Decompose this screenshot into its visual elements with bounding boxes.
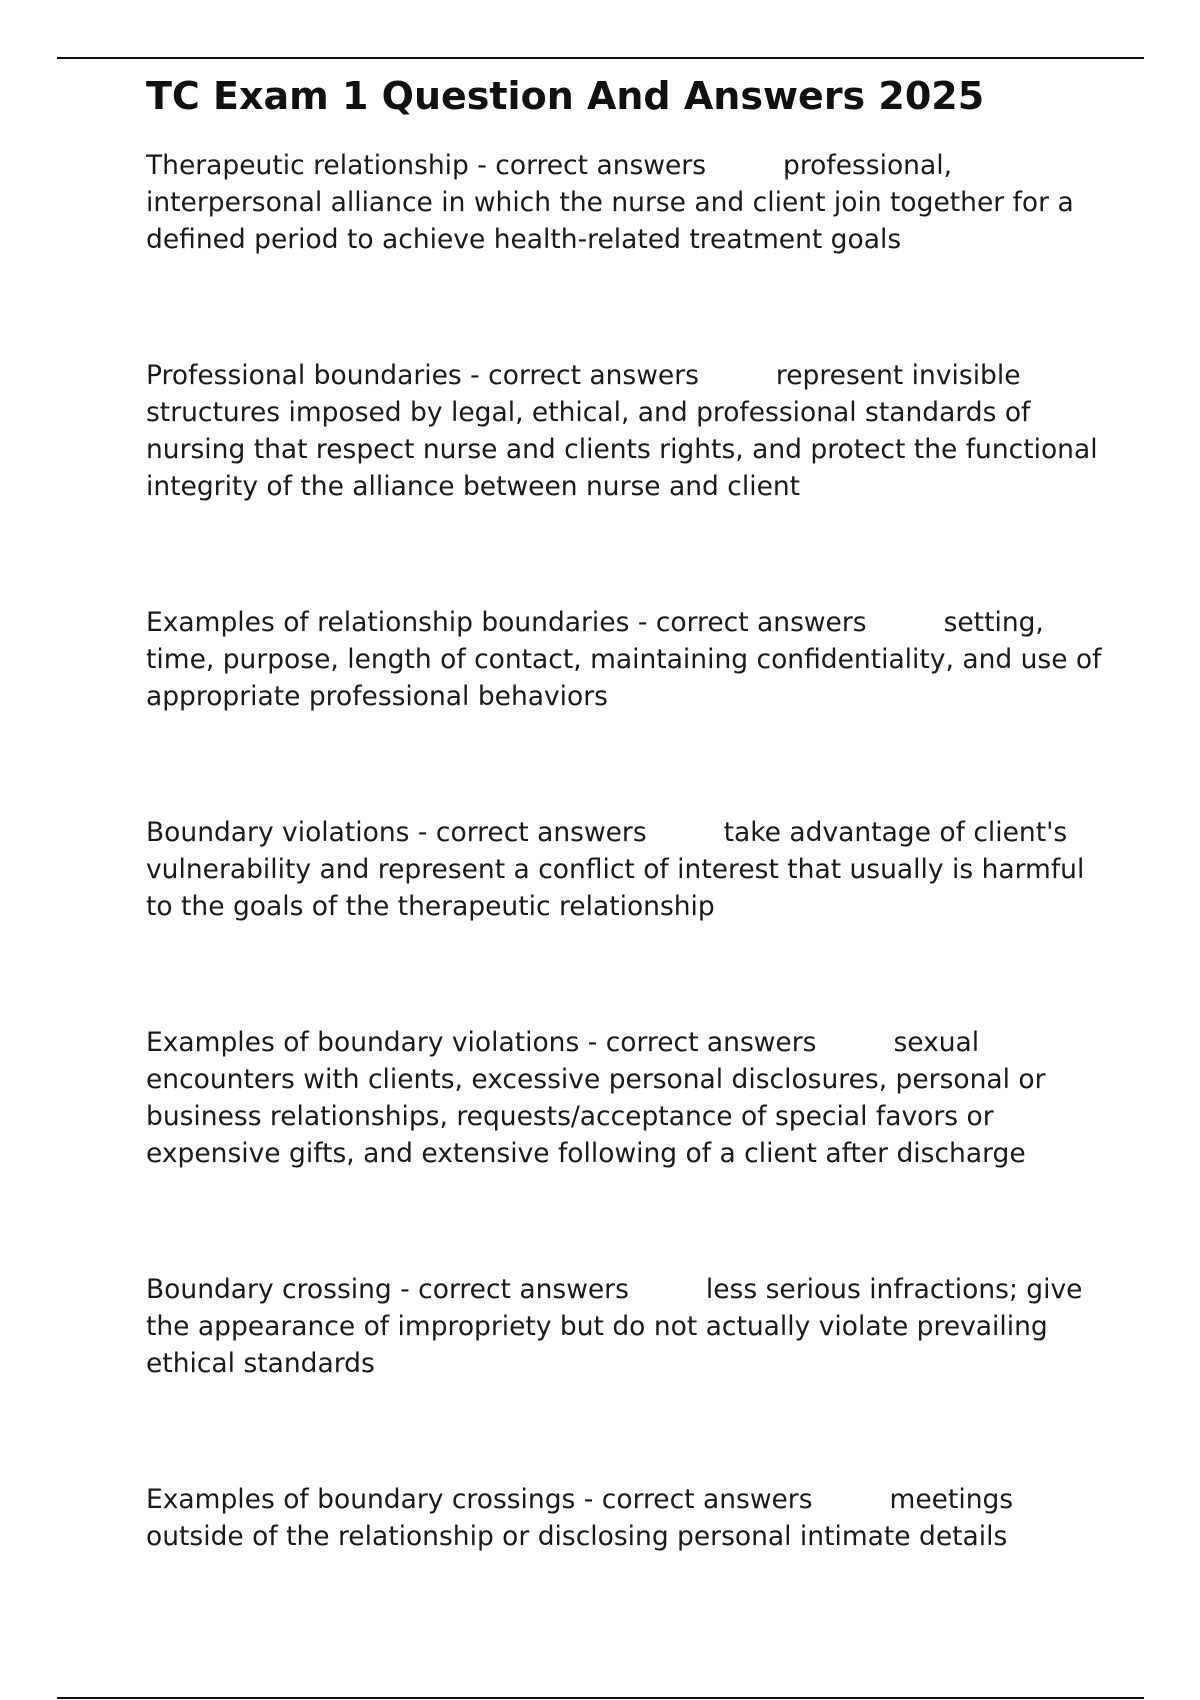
qa-answer-marker: correct answers — [605, 1027, 817, 1058]
bottom-rule — [57, 1697, 1144, 1699]
qa-term: Examples of boundary violations — [146, 1027, 580, 1058]
document-title: TC Exam 1 Question And Answers 2025 — [146, 74, 985, 118]
qa-entry — [146, 1271, 1106, 1382]
qa-answer-marker: correct answers — [655, 607, 867, 638]
qa-separator: - — [575, 1484, 602, 1515]
qa-separator: - — [409, 817, 436, 848]
qa-answer-marker: correct answers — [418, 1274, 629, 1305]
qa-entry — [146, 357, 1106, 505]
qa-entry — [146, 604, 1110, 715]
qa-separator: - — [391, 1274, 419, 1305]
qa-answer-marker: correct answers — [495, 150, 707, 181]
qa-separator: - — [461, 360, 489, 391]
qa-entry — [146, 1481, 1106, 1555]
qa-term: Examples of boundary crossings — [146, 1484, 576, 1515]
qa-definition: professional, interpersonal alliance in which the nurse and client join together for a defined period to achieve health-related treatment goals — [146, 150, 1083, 255]
qa-definition: represent invisible structures imposed by legal, ethical, and professional standards of nursing that respect nurse and clients rights, and protect the functional integrity of the alliance between nurse and client — [146, 360, 1107, 502]
qa-definition: setting, time, purpose, length of contact, maintaining confidentiality, and use of appropriate professional behaviors — [146, 607, 1110, 712]
qa-entry — [146, 147, 1106, 258]
qa-definition: sexual encounters with clients, excessive personal disclosures, personal or business relationships, requests/acceptance of special favors or expensive gifts, and extensive following of a client after discharge — [146, 1027, 1054, 1169]
qa-entry — [146, 1024, 1106, 1172]
qa-definition: less serious infractions; give the appearance of impropriety but do not actually violate prevailing ethical standards — [146, 1274, 1091, 1379]
qa-separator: - — [468, 150, 496, 181]
qa-term: Examples of relationship boundaries — [146, 607, 630, 638]
qa-separator: - — [629, 607, 656, 638]
qa-entry — [146, 814, 1106, 925]
top-rule — [57, 57, 1144, 59]
qa-term: Boundary crossing — [146, 1274, 392, 1305]
qa-term: Therapeutic relationship — [146, 150, 469, 181]
qa-definition: take advantage of client's vulnerability and represent a conflict of interest that usually is harmful to the goals of the therapeutic relationship — [146, 817, 1093, 922]
qa-answer-marker: correct answers — [488, 360, 699, 391]
qa-answer-marker: correct answers — [435, 817, 647, 848]
qa-term: Boundary violations — [146, 817, 410, 848]
qa-separator: - — [579, 1027, 606, 1058]
qa-answer-marker: correct answers — [601, 1484, 813, 1515]
document-body — [146, 72, 1110, 1654]
qa-term: Professional boundaries — [146, 360, 462, 391]
qa-definition: meetings outside of the relationship or disclosing personal intimate details — [146, 1484, 1022, 1552]
